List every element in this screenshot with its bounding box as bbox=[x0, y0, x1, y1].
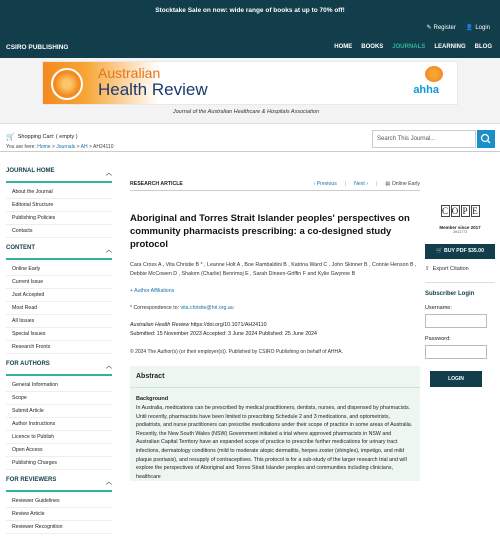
article-meta bbox=[130, 321, 420, 339]
export-citation-link[interactable] bbox=[425, 266, 495, 272]
cope-badge[interactable] bbox=[425, 205, 495, 234]
nav-journals[interactable]: JOURNALS bbox=[392, 44, 426, 50]
breadcrumb-ah[interactable]: AH bbox=[80, 144, 88, 150]
breadcrumb-journals[interactable]: Journals bbox=[56, 144, 76, 150]
sidebar-item-editorial[interactable]: Editorial Structure bbox=[6, 199, 112, 212]
chevron-up-icon: ︿ bbox=[105, 248, 112, 254]
next-label: Next bbox=[354, 181, 365, 187]
abstract-subheading: Background bbox=[136, 396, 169, 402]
cope-code: JM12773 bbox=[452, 230, 468, 234]
copyright-notice: © 2024 The Author(s) (or their employer(s)). Published by CSIRO Publishing on behalf of AHHA. bbox=[130, 349, 343, 355]
breadcrumb-home[interactable]: Home bbox=[37, 144, 51, 150]
breadcrumb-sep: > bbox=[75, 144, 81, 150]
username-label: Username: bbox=[425, 305, 452, 311]
correspondence-email[interactable]: vita.christie@hri.org.au bbox=[180, 305, 234, 311]
sidebar-item-online-early[interactable]: Online Early bbox=[6, 263, 112, 276]
author-list[interactable]: Cara Cross A , Vita Christie B * , Leanne Holt A , Boe Rambaldini B , Katrina Ward C , John Skinner B , Connie Henson B , Debbie McCowen D , Shalom (Charlie) Benrimoj E , Sarah Dineen-Griffin F and Kylie Gwynne B bbox=[130, 262, 417, 277]
document-icon: ▤ bbox=[385, 181, 391, 187]
cope-letter: P bbox=[462, 206, 468, 216]
heading-label: FOR AUTHORS bbox=[6, 361, 50, 367]
sidebar-item-author-instructions[interactable]: Author Instructions bbox=[6, 418, 112, 431]
sidebar-heading-for-authors[interactable] bbox=[6, 361, 112, 376]
breadcrumb-prefix: You are here: bbox=[6, 144, 36, 150]
sidebar-heading-journal-home[interactable] bbox=[6, 168, 112, 183]
article-main bbox=[130, 181, 420, 481]
search-icon bbox=[477, 130, 495, 148]
correspondence bbox=[130, 304, 420, 313]
brand-link[interactable]: CSIRO PUBLISHING bbox=[6, 44, 69, 51]
article-type-label: RESEARCH ARTICLE bbox=[130, 181, 183, 187]
nav-home[interactable]: HOME bbox=[334, 44, 353, 50]
divider: | bbox=[376, 181, 378, 187]
chevron-up-icon: ︿ bbox=[105, 171, 112, 177]
journal-name: Australian Health Review bbox=[130, 322, 190, 328]
search-input[interactable]: Search This Journal... bbox=[372, 130, 476, 148]
nav-learning[interactable]: LEARNING bbox=[434, 44, 466, 50]
masthead bbox=[0, 58, 500, 124]
export-label: Export Citation bbox=[432, 266, 469, 272]
sidebar-item-submit-article[interactable]: Submit Article bbox=[6, 405, 112, 418]
register-label: Register bbox=[433, 24, 456, 31]
sidebar-item-just-accepted[interactable]: Just Accepted bbox=[6, 289, 112, 302]
sidebar-heading-content[interactable] bbox=[6, 245, 112, 260]
password-field[interactable] bbox=[425, 345, 487, 359]
heading-label: FOR REVIEWERS bbox=[6, 477, 57, 483]
cart-icon: 🛒 bbox=[6, 134, 15, 141]
previous-label: Previous bbox=[316, 181, 337, 187]
buy-pdf-label: BUY PDF $35.00 bbox=[443, 248, 484, 254]
doi-link[interactable]: https://doi.org/10.1071/AH24110 bbox=[190, 322, 267, 328]
subscriber-login bbox=[425, 282, 495, 387]
breadcrumb-current: AH24110 bbox=[93, 144, 114, 150]
ahha-logo-mark bbox=[425, 66, 443, 82]
sidebar-item-review-article[interactable]: Review Article bbox=[6, 508, 112, 521]
banner-title-line1: Australian bbox=[98, 65, 161, 81]
journal-tagline: Journal of the Australian Healthcare & Hospitals Association bbox=[173, 109, 320, 115]
author-affiliations-toggle[interactable]: + Author Affiliations bbox=[130, 288, 175, 294]
chevron-up-icon: ︿ bbox=[105, 480, 112, 486]
main-nav bbox=[0, 42, 500, 58]
password-label: Password: bbox=[425, 336, 451, 342]
breadcrumb bbox=[6, 144, 114, 150]
sidebar-heading-for-reviewers[interactable] bbox=[6, 477, 112, 492]
cope-letter: C bbox=[441, 206, 448, 216]
right-sidebar bbox=[425, 205, 495, 387]
sidebar-item-all-issues[interactable]: All Issues bbox=[6, 315, 112, 328]
nav-blog[interactable]: BLOG bbox=[474, 44, 492, 50]
sidebar-item-reviewer-guidelines[interactable]: Reviewer Guidelines bbox=[6, 495, 112, 508]
shopping-cart[interactable] bbox=[6, 133, 78, 141]
breadcrumb-sep: > bbox=[50, 144, 57, 150]
pencil-icon: ✎ bbox=[426, 25, 432, 31]
sidebar-item-contacts[interactable]: Contacts bbox=[6, 225, 112, 238]
journal-logo bbox=[51, 68, 83, 100]
chevron-up-icon: ︿ bbox=[105, 364, 112, 370]
article-title: Aboriginal and Torres Strait Islander peoples' perspectives on community pharmacists prescribing: a co-designed study protocol bbox=[130, 213, 410, 250]
export-icon: ⇪ bbox=[425, 266, 430, 272]
buy-pdf-button[interactable] bbox=[425, 244, 495, 259]
sidebar-item-current-issue[interactable]: Current Issue bbox=[6, 276, 112, 289]
sidebar-item-about[interactable]: About the Journal bbox=[6, 186, 112, 199]
login-link[interactable] bbox=[466, 24, 490, 31]
left-sidebar bbox=[6, 168, 112, 541]
sidebar-item-publishing-charges[interactable]: Publishing Charges bbox=[6, 457, 112, 470]
sidebar-item-policies[interactable]: Publishing Policies bbox=[6, 212, 112, 225]
register-link[interactable] bbox=[426, 24, 455, 31]
username-field[interactable] bbox=[425, 314, 487, 328]
article-dates: Submitted: 15 November 2023 Accepted: 3 June 2024 Published: 25 June 2024 bbox=[130, 331, 317, 337]
login-button[interactable]: LOGIN bbox=[430, 371, 482, 387]
correspondence-label: * Correspondence to: bbox=[130, 305, 180, 311]
article-toolbar bbox=[130, 181, 420, 191]
banner-title-line2: Health Review bbox=[98, 80, 208, 99]
cart-label: Shopping Cart: ( empty ) bbox=[17, 134, 78, 140]
cope-letter: O bbox=[451, 206, 459, 216]
cope-letter: E bbox=[472, 206, 478, 216]
sidebar-item-open-access[interactable]: Open Access bbox=[6, 444, 112, 457]
journal-banner[interactable] bbox=[42, 61, 458, 105]
abstract-section bbox=[130, 366, 420, 481]
cart-icon: 🛒 bbox=[436, 248, 443, 254]
user-icon: 👤 bbox=[465, 25, 474, 31]
ahha-logo-text: ahha bbox=[413, 84, 439, 96]
sidebar-item-most-read[interactable]: Most Read bbox=[6, 302, 112, 315]
subscriber-heading: Subscriber Login bbox=[425, 291, 475, 297]
promo-banner[interactable]: Stocktake Sale on now: wide range of books at up to 70% off! bbox=[0, 0, 500, 22]
breadcrumb-sep: > bbox=[87, 144, 94, 150]
nav-books[interactable]: BOOKS bbox=[361, 44, 384, 50]
top-bar bbox=[0, 22, 500, 42]
heading-label: JOURNAL HOME bbox=[6, 168, 55, 174]
heading-label: CONTENT bbox=[6, 245, 35, 251]
login-label: Login bbox=[475, 24, 490, 31]
next-link[interactable]: Next › bbox=[354, 181, 369, 187]
cope-member-since: Member since 2017 bbox=[439, 225, 481, 230]
abstract-heading: Abstract bbox=[130, 366, 420, 388]
sidebar-item-research-fronts[interactable]: Research Fronts bbox=[6, 341, 112, 354]
sidebar-item-reviewer-recognition[interactable]: Reviewer Recognition bbox=[6, 521, 112, 534]
divider: | bbox=[344, 181, 347, 187]
online-early-link[interactable] bbox=[385, 181, 420, 187]
previous-link[interactable]: ‹ Previous bbox=[313, 181, 337, 187]
online-early-label: Online Early bbox=[391, 181, 420, 187]
sidebar-item-licence[interactable]: Licence to Publish bbox=[6, 431, 112, 444]
search-button[interactable] bbox=[477, 130, 495, 148]
sidebar-item-special-issues[interactable]: Special Issues bbox=[6, 328, 112, 341]
sidebar-item-general-info[interactable]: General Information bbox=[6, 379, 112, 392]
sidebar-item-scope[interactable]: Scope bbox=[6, 392, 112, 405]
abstract-text: In Australia, medications can be prescribed by medical practitioners, dentists, nurses, and dispensed by pharmacists. Until recently, pharmacists have been limited to prescribing Schedule 2 and 3 medications, and optometrists, podiatrists, and nurse practitioners can prescribe medications under their scope of practice in some areas of Australia. Recently, the New South Wales (NSW) Government initiated a trial where approved pharmacists in NSW and Australian Capital Territory have an expanded scope of practice to prescribe further medications for urinary tract infections, dermatology conditions (mild to moderate atopic dermatitis, herpes zoster (shingles), impetigo, and mild plaque psoriasis), and resupply of contraceptives. This protocol is for a sub-study of the larger research trial and will explore the perspectives of Aboriginal and Torres Strait Islander peoples and communities including clinicians, healthcare bbox=[136, 405, 413, 480]
